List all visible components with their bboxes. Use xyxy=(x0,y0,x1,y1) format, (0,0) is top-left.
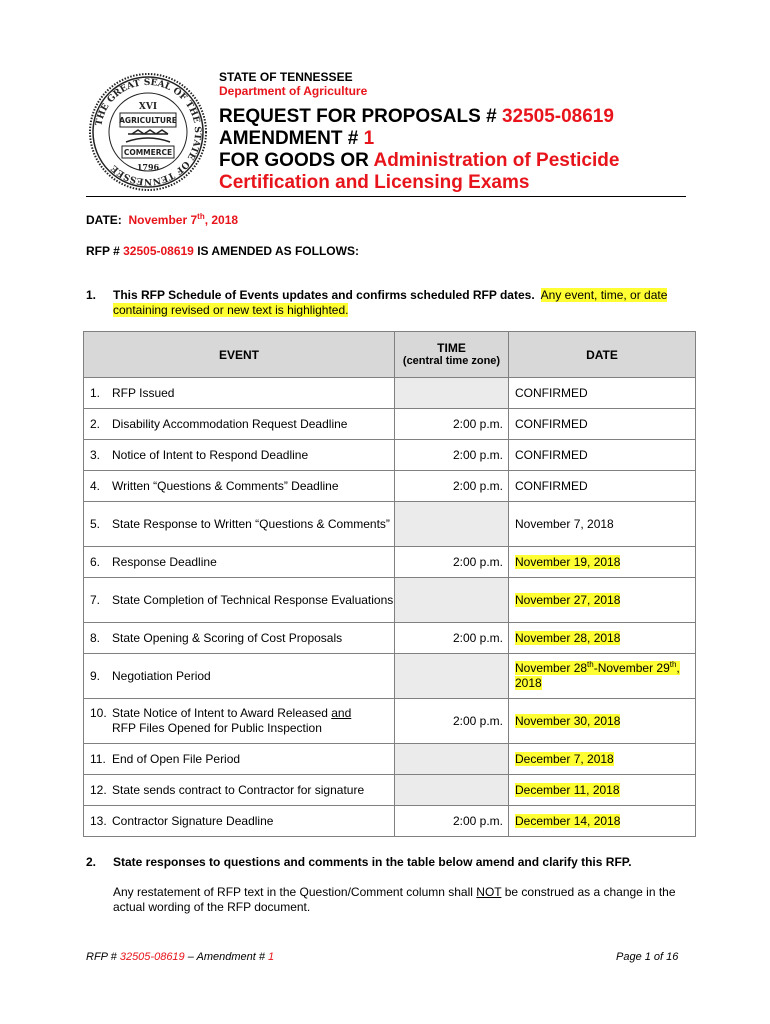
footer-rfp-reference: RFP # 32505-08619 – Amendment # 1 xyxy=(86,951,275,963)
table-row xyxy=(84,547,696,578)
table-row xyxy=(84,654,696,699)
date-cell: November 30, 2018 xyxy=(509,699,696,744)
table-row xyxy=(84,623,696,654)
date-cell: CONFIRMED xyxy=(509,471,696,502)
time-cell xyxy=(395,502,509,547)
restatement-paragraph: Any restatement of RFP text in the Question/Comment column shall NOT be construed as a change in the actual wording of the RFP document. xyxy=(113,885,676,914)
event-cell: 9. Negotiation Period xyxy=(84,654,395,699)
title-rfp-line: REQUEST FOR PROPOSALS # 32505-08619 xyxy=(219,106,614,127)
date-cell: CONFIRMED xyxy=(509,440,696,471)
table-row xyxy=(84,578,696,623)
event-cell: 3. Notice of Intent to Respond Deadline xyxy=(84,440,395,471)
time-cell xyxy=(395,654,509,699)
svg-text:AGRICULTURE: AGRICULTURE xyxy=(119,116,177,125)
table-row xyxy=(84,471,696,502)
amendment-number: 1 xyxy=(363,128,375,149)
date-cell: December 7, 2018 xyxy=(509,744,696,775)
svg-text:THE GREAT SEAL OF THE STATE OF: THE GREAT SEAL OF THE STATE OF TENNESSEE xyxy=(94,77,203,187)
title-goods-line: FOR GOODS OR Administration of Pesticide xyxy=(219,150,620,171)
time-cell: 2:00 p.m. xyxy=(395,547,509,578)
time-cell: 2:00 p.m. xyxy=(395,471,509,502)
time-cell: 2:00 p.m. xyxy=(395,806,509,837)
time-cell xyxy=(395,775,509,806)
event-cell: 12. State sends contract to Contractor for signature xyxy=(84,775,395,806)
amendment-date: DATE: November 7th, 2018 xyxy=(86,212,239,227)
table-row xyxy=(84,744,696,775)
table-row xyxy=(84,409,696,440)
footer-page-number: Page 1 of 16 xyxy=(616,951,679,963)
event-cell: 8. State Opening & Scoring of Cost Proposals xyxy=(84,623,395,654)
table-row xyxy=(84,440,696,471)
tennessee-state-seal xyxy=(88,72,208,192)
date-cell: December 11, 2018 xyxy=(509,775,696,806)
svg-text:1796: 1796 xyxy=(136,162,160,172)
svg-text:COMMERCE: COMMERCE xyxy=(123,148,173,157)
table-row xyxy=(84,806,696,837)
time-cell xyxy=(395,578,509,623)
table-row xyxy=(84,699,696,744)
table-row xyxy=(84,775,696,806)
event-cell: 1. RFP Issued xyxy=(84,378,395,409)
time-cell: 2:00 p.m. xyxy=(395,623,509,654)
state-name: STATE OF TENNESSEE xyxy=(219,70,353,84)
date-cell: November 19, 2018 xyxy=(509,547,696,578)
time-cell xyxy=(395,744,509,775)
event-cell: 13. Contractor Signature Deadline xyxy=(84,806,395,837)
title-subject-line: Certification and Licensing Exams xyxy=(219,172,530,193)
date-cell: November 28th-November 29th, 2018 xyxy=(509,654,696,699)
event-cell: 5. State Response to Written “Questions & Comments” xyxy=(84,502,395,547)
rfp-number: 32505-08619 xyxy=(501,106,614,127)
column-header-event: EVENT xyxy=(84,332,395,378)
date-cell: November 7, 2018 xyxy=(509,502,696,547)
time-cell: 2:00 p.m. xyxy=(395,409,509,440)
column-header-time: TIME (central time zone) xyxy=(395,332,509,378)
date-cell: CONFIRMED xyxy=(509,409,696,440)
table-row xyxy=(84,502,696,547)
event-cell: 6. Response Deadline xyxy=(84,547,395,578)
time-cell: 2:00 p.m. xyxy=(395,440,509,471)
header-divider xyxy=(86,196,686,197)
date-cell: November 28, 2018 xyxy=(509,623,696,654)
event-cell: 10. State Notice of Intent to Award Released and RFP Files Opened for Public Inspection xyxy=(84,699,395,744)
date-cell: CONFIRMED xyxy=(509,378,696,409)
event-cell: 2. Disability Accommodation Request Deadline xyxy=(84,409,395,440)
event-cell: 4. Written “Questions & Comments” Deadline xyxy=(84,471,395,502)
date-cell: December 14, 2018 xyxy=(509,806,696,837)
time-cell: 2:00 p.m. xyxy=(395,699,509,744)
event-cell: 7. State Completion of Technical Response Evaluations xyxy=(84,578,395,623)
amended-as-follows: RFP # 32505-08619 IS AMENDED AS FOLLOWS: xyxy=(86,244,359,258)
date-cell: November 27, 2018 xyxy=(509,578,696,623)
item-2-heading: 2. State responses to questions and comments in the table below amend and clarify this RFP. xyxy=(86,855,632,869)
table-row xyxy=(84,378,696,409)
time-cell xyxy=(395,378,509,409)
event-cell: 11. End of Open File Period xyxy=(84,744,395,775)
column-header-date: DATE xyxy=(509,332,696,378)
title-amendment-line: AMENDMENT # 1 xyxy=(219,128,375,149)
schedule-of-events-table xyxy=(83,331,696,837)
department-name: Department of Agriculture xyxy=(219,84,368,98)
svg-text:XVI: XVI xyxy=(138,102,158,112)
